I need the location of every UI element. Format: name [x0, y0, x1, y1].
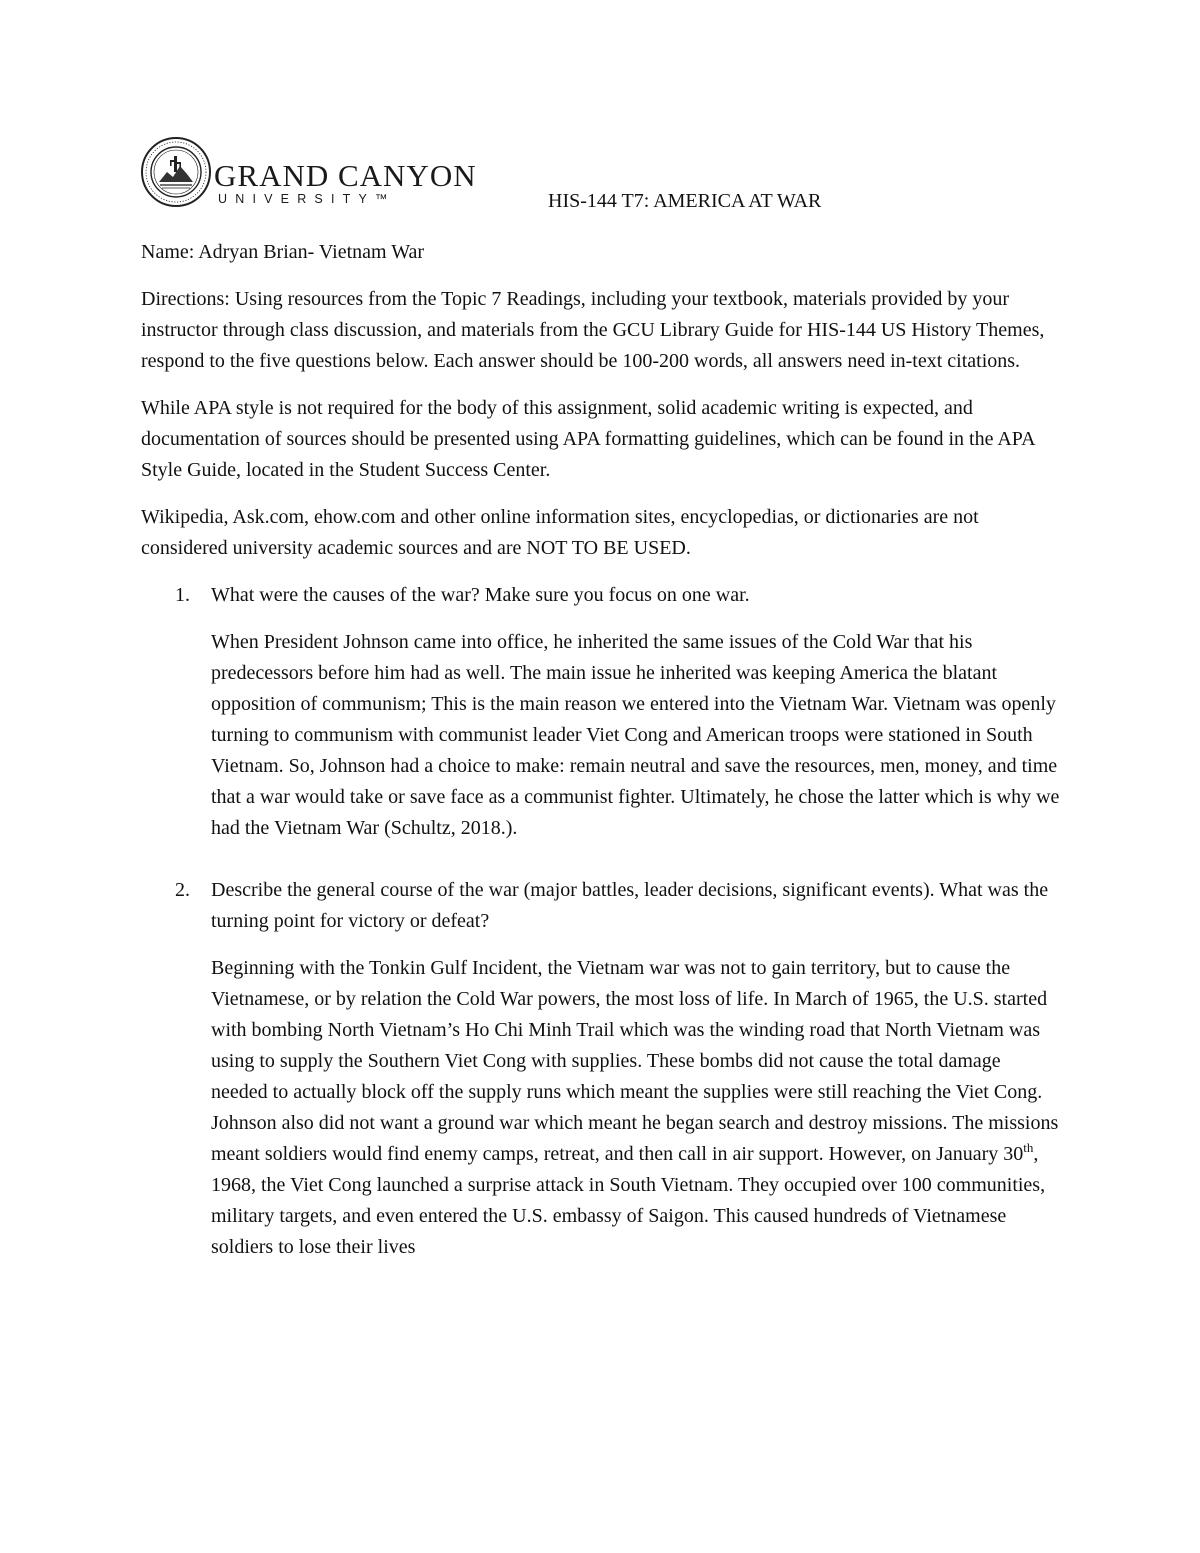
university-logo [140, 136, 477, 216]
question-number: 1. [175, 584, 190, 606]
answer-text [211, 953, 1061, 1263]
logo-wordmark-sub: UNIVERSITY™ [218, 192, 396, 206]
logo-wordmark: GRAND CANYON [214, 158, 477, 193]
question-number: 2. [175, 879, 190, 901]
directions-paragraph: Directions: Using resources from the Topic 7 Readings, including your textbook, materials provided by your instructor through class discussion, and materials from the GCU Library Guide for HIS-144 US History Themes, respond to the five questions below. Each answer should be 100-200 words, all answers need in-text citations. [141, 288, 1045, 372]
student-name-line: Name: Adryan Brian- Vietnam War [141, 241, 425, 263]
question-text: What were the causes of the war? Make sure you focus on one war. [211, 584, 750, 606]
ordinal-suffix: th [1023, 1140, 1034, 1155]
question-list [141, 580, 1061, 1263]
question-item-2 [141, 875, 1061, 1263]
answer-text-part: Beginning with the Tonkin Gulf Incident, the Vietnam war was not to gain territory, but to cause the Vietnamese, or by relation the Cold War powers, the most loss of life. In March of 1965, the U.S. started with bombing North Vietnam’s Ho Chi Minh Trail which was the winding road that North Vietnam was using to supply the Southern Viet Cong with supplies. These bombs did not cause the total damage needed to actually block off the supply runs which meant the supplies were still reaching the Viet Cong. Johnson also did not want a ground war which meant he began search and destroy missions. The missions meant soldiers would find enemy camps, retreat, and then call in air support. However, on January 30 [211, 957, 1059, 1165]
apa-paragraph: While APA style is not required for the body of this assignment, solid academic writing is expected, and documentation of sources should be presented using APA formatting guidelines, which can be found in the APA Style Guide, located in the Student Success Center. [141, 397, 1035, 481]
answer-text: When President Johnson came into office, he inherited the same issues of the Cold War that his predecessors before him had as well. The main issue he inherited was keeping America the blatant opposition of communism; This is the main reason we entered into the Vietnam War. Vietnam was openly turning to communism with communist leader Viet Cong and American troops were stationed in South Vietnam. So, Johnson had a choice to make: remain neutral and save the resources, men, money, and time that a war would take or save face as a communist fighter. Ultimately, he chose the latter which is why we had the Vietnam War (Schultz, 2018.). [211, 631, 1060, 839]
course-title: HIS-144 T7: AMERICA AT WAR [548, 190, 822, 212]
answer-text-part: , 1968, the Viet Cong launched a surprise attack in South Vietnam. They occupied over 100 communities, military targets, and even entered the U.S. embassy of Saigon. This caused hundreds of Vietnamese soldiers to lose their lives [211, 1143, 1046, 1258]
university-seal-icon [140, 136, 212, 208]
question-text: Describe the general course of the war (major battles, leader decisions, significant events). What was the turning point for victory or defeat? [211, 879, 1049, 932]
sources-paragraph: Wikipedia, Ask.com, ehow.com and other online information sites, encyclopedias, or dictionaries are not considered university academic sources and are NOT TO BE USED. [141, 506, 979, 559]
document-body [141, 237, 1061, 1279]
question-item-1 [141, 580, 1061, 844]
